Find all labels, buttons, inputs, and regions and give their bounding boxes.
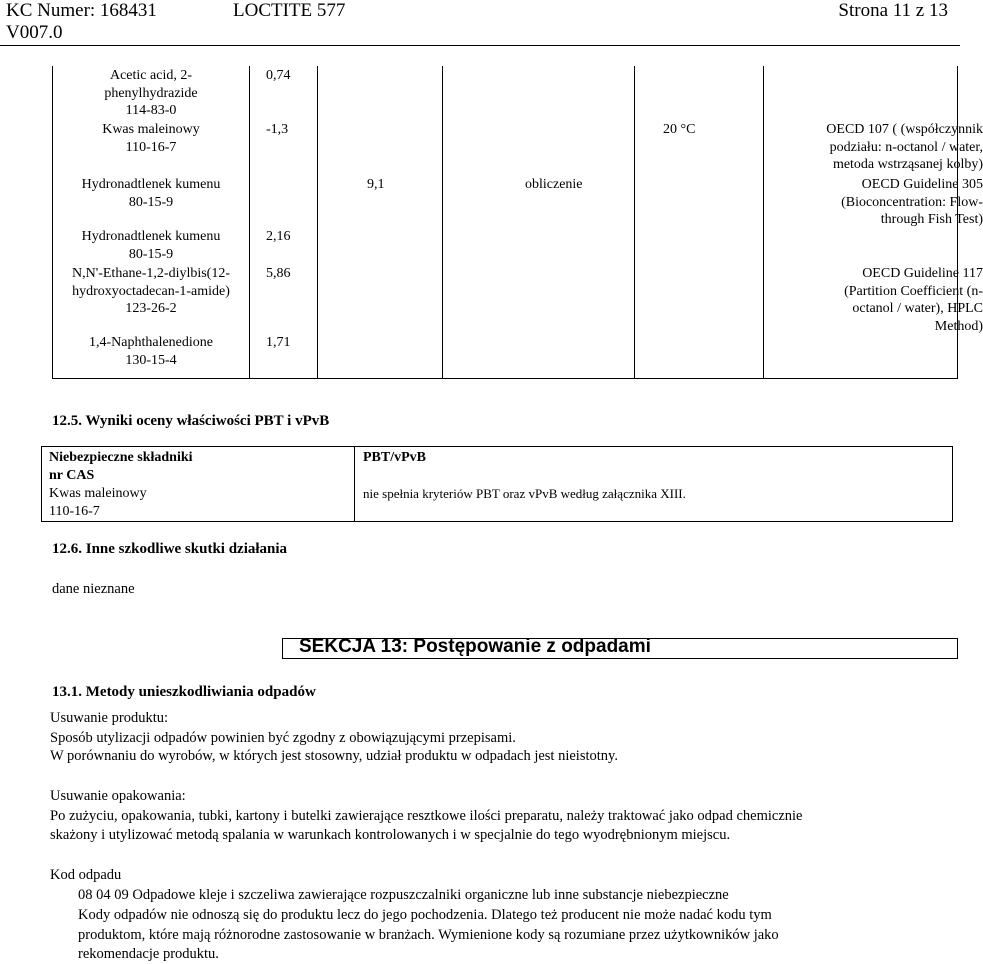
table-row-substance [53, 121, 249, 156]
section-13-1-title: 13.1. Metody unieszkodliwiania odpadów [52, 684, 316, 700]
table-row-value: 0,74 [266, 68, 291, 83]
section-13-banner [282, 638, 958, 659]
product-disposal-line: W porównaniu do wyrobów, w których jest stosowny, udział produktu w odpadach jest nieistotny. [50, 748, 618, 764]
method-line: Method) [934, 318, 983, 334]
table-row-temperature: 20 °C [663, 122, 696, 137]
table-row-substance [53, 67, 249, 120]
method-line: podziału: n-octanol / water, [829, 139, 983, 155]
waste-code-line: rekomendacje produktu. [78, 946, 219, 962]
column-divider [249, 66, 250, 378]
pbt-substance: Kwas maleinowy [49, 486, 147, 501]
table-row-value: -1,3 [266, 122, 289, 137]
version: V007.0 [6, 22, 63, 43]
table-row-substance [53, 265, 249, 318]
method-line: OECD Guideline 305 [861, 177, 983, 192]
substance-line: 123-26-2 [125, 301, 177, 316]
substance-line: 80-15-9 [128, 246, 174, 262]
pbt-col1-subheader: nr CAS [49, 468, 95, 483]
method-line: octanol / water), HPLC [852, 301, 983, 316]
pbt-col2-header: PBT/vPvB [363, 450, 427, 465]
column-divider [354, 447, 355, 521]
substance-line: 80-15-9 [128, 194, 174, 210]
table-row-value: 2,16 [266, 229, 291, 244]
product-disposal-label: Usuwanie produktu: [50, 710, 168, 726]
table-row-value: 1,71 [266, 335, 291, 350]
method-line: (Bioconcentration: Flow- [841, 194, 983, 210]
substance-line: Acetic acid, 2- [109, 68, 192, 83]
method-line: metoda wstrząsanej kolby) [832, 157, 983, 172]
table-row-value: 5,86 [266, 266, 291, 281]
method-line: OECD Guideline 117 [862, 266, 983, 281]
method-line: through Fish Test) [880, 212, 983, 227]
table-row-substance [53, 334, 249, 369]
table-row-substance [53, 228, 249, 263]
method-line: (Partition Coefficient (n- [844, 283, 983, 299]
table-row-method [753, 265, 983, 335]
section-12-6-title: 12.6. Inne szkodliwe skutki działania [52, 541, 288, 557]
pbt-col1-header: Niebezpieczne składniki [49, 450, 193, 465]
header-rule [0, 45, 960, 46]
substance-line: Kwas maleinowy [102, 122, 200, 137]
packaging-disposal-line: skażony i utylizować metodą spalania w warunkach kontrolowanych i w specjalnie do tego wyodrębnionym miejscu. [50, 827, 731, 843]
pbt-table [41, 446, 953, 522]
waste-code-label: Kod odpadu [50, 867, 122, 883]
substance-line: Hydronadtlenek kumenu [81, 229, 221, 244]
column-divider [442, 66, 443, 378]
packaging-disposal-label: Usuwanie opakowania: [50, 788, 186, 804]
waste-code-line: Kody odpadów nie odnoszą się do produktu lecz do jego pochodzenia. Dlatego też producent nie może nadać kodu tym [78, 907, 772, 923]
column-divider [317, 66, 318, 378]
kc-number: KC Numer: 168431 [6, 0, 157, 21]
table-row-determination: obliczenie [525, 177, 583, 192]
packaging-disposal-line: Po zużyciu, opakowania, tubki, kartony i butelki zawierające resztkowe ilości preparatu, należy traktować jako odpad chemicznie [50, 808, 803, 824]
substance-line: phenylhydrazide [104, 85, 198, 101]
substance-line: hydroxyoctadecan-1-amide) [72, 283, 230, 299]
page-number: Strona 11 z 13 [838, 0, 948, 21]
substance-line: 114-83-0 [125, 103, 177, 118]
property-table [52, 66, 983, 379]
column-divider [634, 66, 635, 378]
waste-code-line: produktom, które mają różnorodne zastosowanie w branżach. Wymienione kody są rozumiane przez użytkowników jako [78, 927, 779, 943]
table-row-method [753, 176, 983, 229]
section-12-6-text: dane nieznane [52, 581, 135, 597]
substance-line: 110-16-7 [125, 139, 177, 155]
section-12-5-title: 12.5. Wyniki oceny właściwości PBT i vPvB [52, 413, 330, 429]
substance-line: 130-15-4 [125, 352, 177, 368]
substance-line: 1,4-Naphthalenedione [88, 335, 213, 350]
table-row-value: 9,1 [367, 177, 385, 192]
table-row-substance [53, 176, 249, 211]
product-disposal-line: Sposób utylizacji odpadów powinien być zgodny z obowiązującymi przepisami. [50, 730, 516, 746]
substance-line: Hydronadtlenek kumenu [81, 177, 221, 192]
method-line: OECD 107 ( (współczynnik [826, 122, 983, 137]
pbt-cas: 110-16-7 [49, 504, 100, 519]
table-row-method [753, 121, 983, 174]
product-name: LOCTITE 577 [233, 0, 346, 21]
section-13-title: SEKCJA 13: Postępowanie z odpadami [299, 636, 651, 657]
substance-line: N,N'-Ethane-1,2-diylbis(12- [71, 266, 231, 281]
pbt-result: nie spełnia kryteriów PBT oraz vPvB według załącznika XIII. [363, 486, 686, 501]
waste-code-line: 08 04 09 Odpadowe kleje i szczeliwa zawierające rozpuszczalniki organiczne lub inne substancje niebezpieczne [78, 887, 729, 903]
